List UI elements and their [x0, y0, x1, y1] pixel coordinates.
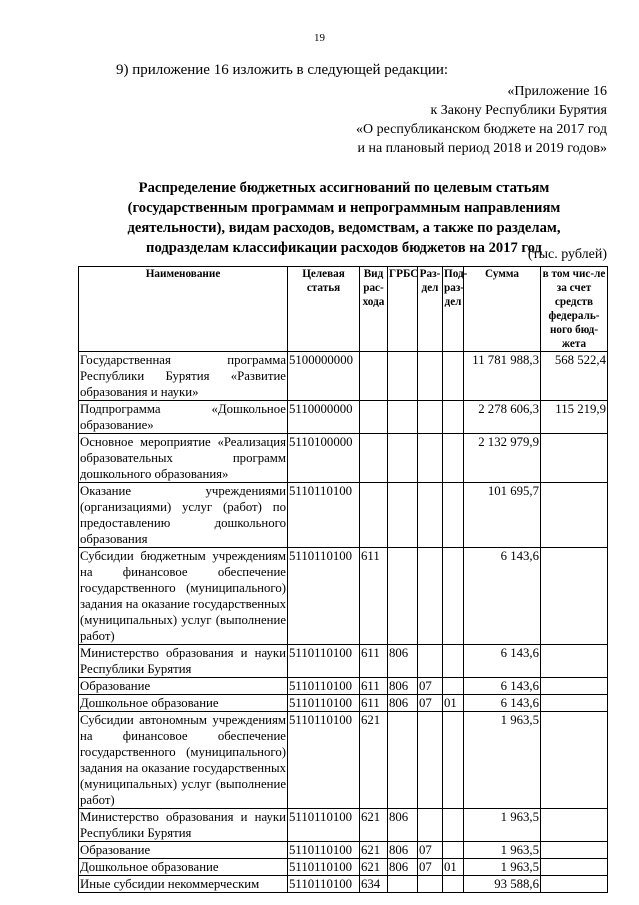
table-row	[79, 352, 608, 401]
row-grbs	[388, 548, 418, 645]
row-federal: 568 522,4	[541, 352, 608, 401]
row-name: Дошкольное образование	[79, 859, 288, 876]
row-subsection	[443, 645, 464, 678]
header-sum: Сумма	[464, 267, 541, 352]
row-subsection: 01	[443, 859, 464, 876]
row-expense-type: 611	[360, 645, 388, 678]
row-name: Государственная программа Республики Бурятия «Развитие образования и науки»	[80, 353, 286, 399]
row-name: Субсидии автономным учреждениям на финансовое обеспечение государственного (муниципального) задания на оказание государственных (муниципальных) услуг (выполнение работ)	[80, 713, 286, 807]
row-section	[418, 434, 443, 483]
row-section	[418, 548, 443, 645]
row-subsection	[443, 401, 464, 434]
row-sum: 6 143,6	[464, 548, 541, 645]
appendix-line: «О республиканском бюджете на 2017 год	[356, 122, 607, 137]
row-target-article: 5110110100	[288, 876, 360, 893]
row-federal	[541, 842, 608, 859]
row-name: Подпрограмма «Дошкольное образование»	[80, 402, 286, 432]
row-subsection	[443, 876, 464, 893]
row-federal	[541, 434, 608, 483]
table-row	[79, 695, 608, 712]
header-name: Наименование	[79, 267, 288, 352]
row-grbs	[388, 876, 418, 893]
row-expense-type	[360, 352, 388, 401]
header-section: Раз-дел	[418, 267, 443, 352]
row-target-article: 5110110100	[288, 809, 360, 842]
row-sum: 6 143,6	[464, 645, 541, 678]
units-label: (тыс. рублей)	[527, 247, 607, 262]
row-target-article: 5110110100	[288, 842, 360, 859]
table-row	[79, 434, 608, 483]
row-name: Субсидии бюджетным учреждениям на финансовое обеспечение государственного (муниципального) задания на оказание государственных (муниципальных) услуг (выполнение работ)	[80, 549, 286, 643]
row-sum: 1 963,5	[464, 859, 541, 876]
row-section: 07	[418, 678, 443, 695]
table-row	[79, 809, 608, 842]
row-expense-type: 621	[360, 859, 388, 876]
table-row	[79, 401, 608, 434]
title-line: подразделам классификации расходов бюджетов на 2017 год	[146, 240, 542, 256]
row-grbs: 806	[388, 859, 418, 876]
row-section	[418, 401, 443, 434]
appendix-reference	[356, 82, 607, 158]
row-expense-type	[360, 434, 388, 483]
row-expense-type: 611	[360, 678, 388, 695]
row-name: Образование	[79, 678, 288, 695]
row-section	[418, 645, 443, 678]
row-target-article: 5110110100	[288, 712, 360, 809]
row-target-article: 5110100000	[288, 434, 360, 483]
row-federal	[541, 483, 608, 548]
header-grbs: ГРБС	[388, 267, 418, 352]
row-section	[418, 712, 443, 809]
row-subsection	[443, 842, 464, 859]
title-line: (государственным программам и непрограммным направлениям	[127, 200, 561, 216]
row-target-article: 5100000000	[288, 352, 360, 401]
row-section: 07	[418, 695, 443, 712]
row-target-article: 5110110100	[288, 645, 360, 678]
row-subsection	[443, 678, 464, 695]
row-target-article: 5110110100	[288, 483, 360, 548]
row-name: Дошкольное образование	[79, 695, 288, 712]
document-title	[80, 178, 608, 258]
table-row	[79, 712, 608, 809]
row-sum: 1 963,5	[464, 842, 541, 859]
intro-text: 9) приложение 16 изложить в следующей редакции:	[116, 62, 449, 78]
row-expense-type	[360, 401, 388, 434]
row-grbs: 806	[388, 695, 418, 712]
table-row	[79, 548, 608, 645]
row-sum: 6 143,6	[464, 695, 541, 712]
row-expense-type: 621	[360, 842, 388, 859]
table-row	[79, 645, 608, 678]
row-federal: 115 219,9	[541, 401, 608, 434]
header-federal: в том чис-ле за счет средств федераль-ного бюд-жета	[541, 267, 608, 352]
row-federal	[541, 548, 608, 645]
row-subsection	[443, 548, 464, 645]
row-grbs: 806	[388, 645, 418, 678]
row-sum: 2 132 979,9	[464, 434, 541, 483]
header-expense-type: Вид рас-хода	[360, 267, 388, 352]
row-federal	[541, 645, 608, 678]
appendix-line: и на плановый период 2018 и 2019 годов»	[357, 141, 607, 156]
row-grbs	[388, 434, 418, 483]
row-grbs	[388, 483, 418, 548]
table-header-row	[79, 267, 608, 352]
row-section: 07	[418, 842, 443, 859]
row-federal	[541, 678, 608, 695]
row-subsection	[443, 434, 464, 483]
title-line: Распределение бюджетных ассигнований по целевым статьям	[138, 180, 550, 196]
row-name: Основное мероприятие «Реализация образовательных программ дошкольного образования»	[80, 435, 286, 481]
row-expense-type: 611	[360, 548, 388, 645]
row-target-article: 5110110100	[288, 859, 360, 876]
row-name: Иные субсидии некоммерческим	[79, 876, 288, 893]
row-target-article: 5110110100	[288, 695, 360, 712]
appendix-line: к Закону Республики Бурятия	[430, 103, 607, 118]
row-subsection: 01	[443, 695, 464, 712]
page-number: 19	[314, 32, 325, 44]
row-grbs	[388, 712, 418, 809]
row-sum: 1 963,5	[464, 809, 541, 842]
row-sum: 93 588,6	[464, 876, 541, 893]
row-expense-type: 611	[360, 695, 388, 712]
row-sum: 1 963,5	[464, 712, 541, 809]
title-line: деятельности), видам расходов, ведомствам, а также по разделам,	[127, 220, 561, 236]
row-sum: 6 143,6	[464, 678, 541, 695]
row-federal	[541, 859, 608, 876]
row-name: Министерство образования и науки Республики Бурятия	[80, 646, 286, 676]
row-name: Министерство образования и науки Республики Бурятия	[80, 810, 286, 840]
table-row	[79, 678, 608, 695]
table-row	[79, 876, 608, 893]
row-section: 07	[418, 859, 443, 876]
row-section	[418, 809, 443, 842]
row-name: Оказание учреждениями (организациями) услуг (работ) по предоставлению дошкольного образования	[80, 484, 286, 546]
row-grbs	[388, 352, 418, 401]
row-subsection	[443, 809, 464, 842]
table-row	[79, 859, 608, 876]
row-federal	[541, 712, 608, 809]
row-grbs	[388, 401, 418, 434]
row-grbs: 806	[388, 809, 418, 842]
row-section	[418, 876, 443, 893]
row-sum: 11 781 988,3	[464, 352, 541, 401]
row-name: Образование	[79, 842, 288, 859]
row-sum: 101 695,7	[464, 483, 541, 548]
row-expense-type: 634	[360, 876, 388, 893]
header-target-article: Целевая статья	[288, 267, 360, 352]
row-target-article: 5110110100	[288, 678, 360, 695]
row-expense-type: 621	[360, 712, 388, 809]
row-expense-type: 621	[360, 809, 388, 842]
row-sum: 2 278 606,3	[464, 401, 541, 434]
table-row	[79, 842, 608, 859]
row-subsection	[443, 712, 464, 809]
appendix-line: «Приложение 16	[507, 84, 607, 99]
row-section	[418, 352, 443, 401]
row-federal	[541, 695, 608, 712]
row-grbs: 806	[388, 842, 418, 859]
row-federal	[541, 876, 608, 893]
row-subsection	[443, 352, 464, 401]
row-grbs: 806	[388, 678, 418, 695]
row-subsection	[443, 483, 464, 548]
row-expense-type	[360, 483, 388, 548]
budget-table	[78, 266, 608, 893]
row-target-article: 5110110100	[288, 548, 360, 645]
row-target-article: 5110000000	[288, 401, 360, 434]
row-federal	[541, 809, 608, 842]
header-subsection: Под-раз-дел	[443, 267, 464, 352]
row-section	[418, 483, 443, 548]
table-row	[79, 483, 608, 548]
